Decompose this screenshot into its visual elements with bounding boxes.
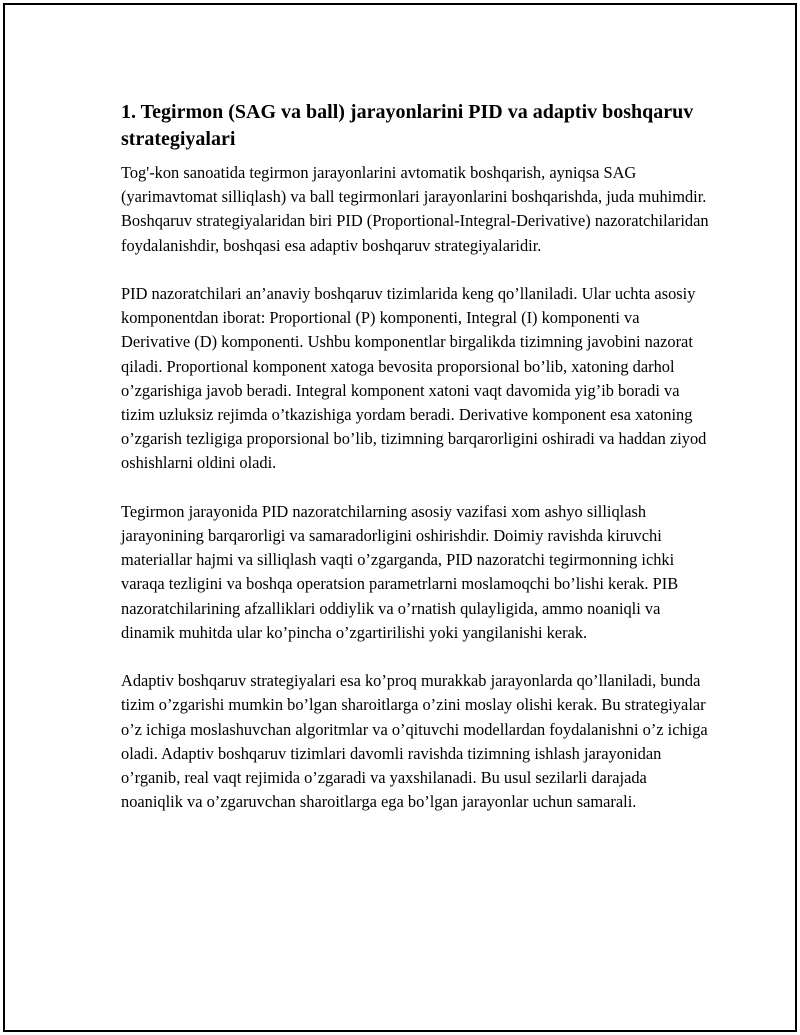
section-heading: 1. Tegirmon (SAG va ball) jarayonlarini PID va adaptiv boshqaruv strategiyalari [121,101,694,150]
document-body [121,99,711,839]
paragraph-intro: Tog'-kon sanoatida tegirmon jarayonlarini avtomatik boshqarish, ayniqsa SAG (yarimavtomat silliqlash) va ball tegirmonlari jarayonlarini boshqarishda, juda muhimdir. Boshqaruv strategiyalaridan biri PID (Proportional-Integral-Derivative) nazoratchilaridan foydalanishdir, boshqasi esa adaptiv boshqaruv strategiyalaridir. [121,163,709,255]
paragraph-adaptive-control: Adaptiv boshqaruv strategiyalari esa ko’proq murakkab jarayonlarda qo’llaniladi, bunda tizim o’zgarishi mumkin bo’lgan sharoitlarga o’zini moslay olishi kerak. Bu strategiyalar o’z ichiga moslashuvchan algoritmlar va o’qituvchi modellardan foydalanishni o’z ichiga oladi. Adaptiv boshqaruv tizimlari davomli ravishda tizimning ishlash jarayonidan o’rganib, real vaqt rejimida o’zgaradi va yaxshilanadi. Bu usul sezilarli darajada noaniqlik va o’zgaruvchan sharoitlarga ega bo’lgan jarayonlar uchun samarali. [121,671,708,812]
document-page [3,3,797,1032]
paragraph-pid-components: PID nazoratchilari an’anaviy boshqaruv tizimlarida keng qo’llaniladi. Ular uchta asosiy komponentdan iborat: Proportional (P) komponenti, Integral (I) komponenti va Derivative (D) komponenti. Ushbu komponentlar birgalikda tizimning javobini nazorat qiladi. Proportional komponent xatoga bevosita proporsional bo’lib, xatoning darhol o’zgarishiga javob beradi. Integral komponent xatoni vaqt davomida yig’ib boradi va tizim uzluksiz rejimda o’tkazishiga yordam beradi. Derivative komponent esa xatoning o’zgarish tezligiga proporsional bo’lib, tizimning barqarorligini oshiradi va haddan ziyod oshishlarni oldini oladi. [121,284,707,473]
paragraph-pid-in-milling: Tegirmon jarayonida PID nazoratchilarning asosiy vazifasi xom ashyo silliqlash jarayonining barqarorligi va samaradorligini oshirishdir. Doimiy ravishda kiruvchi materiallar hajmi va silliqlash vaqti o’zgarganda, PID nazoratchi tegirmonning ichki varaqa tezligini va boshqa operatsion parametrlarni moslamoqchi bo’lishi kerak. PIB nazoratchilarining afzalliklari oddiylik va o’rnatish qulayligida, ammo noaniqli va dinamik muhitda ular ko’pincha o’zgartirilishi yoki yangilanishi kerak. [121,501,679,642]
